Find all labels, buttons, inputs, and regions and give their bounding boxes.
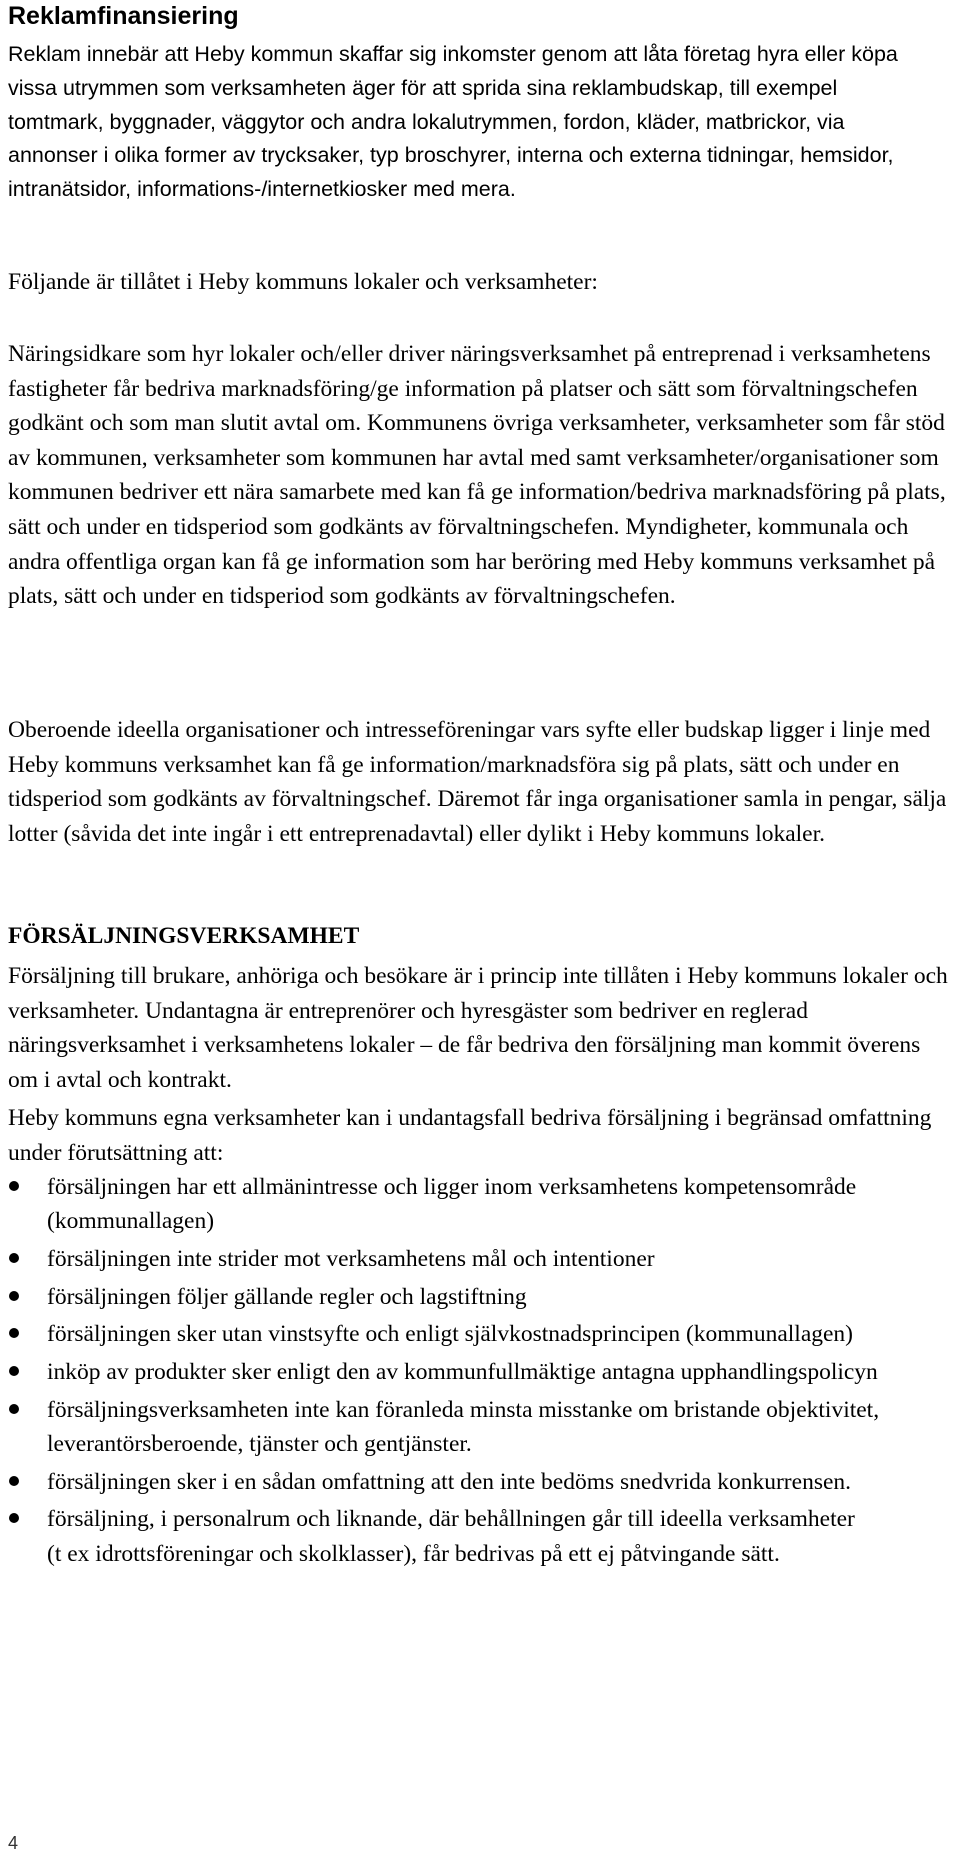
bullet-icon (9, 1181, 19, 1191)
advertising-intro-paragraph: Reklam innebär att Heby kommun skaffar sig inkomster genom att låta företag hyra eller köpa vissa utrymmen som verksamheten äger för att sprida sina reklambudskap, till exempel tomtmark, byggnader, väggytor och andra lokalutrymmen, fordon, kläder, matbrickor, via annonser i olika former av trycksaker, typ broschyrer, interna och externa tidningar, hemsidor, intranätsidor, informations-/internetkiosker med mera. (8, 42, 898, 202)
bullet-icon (9, 1513, 19, 1523)
condition-text: försäljningen inte strider mot verksamhetens mål och intentioner (47, 1245, 655, 1272)
condition-text: försäljningsverksamheten inte kan föranleda minsta misstanke om bristande objektivitet, leverantörsberoende, tjänster och gentjänster. (47, 1396, 880, 1457)
conditions-list (8, 1170, 953, 1574)
bullet-icon (9, 1366, 19, 1376)
section-heading-sales: FÖRSÄLJNINGSVERKSAMHET (8, 923, 360, 949)
section-heading-reklamfinansiering: Reklamfinansiering (8, 2, 239, 30)
condition-item (8, 1280, 953, 1314)
bullet-icon (9, 1328, 19, 1338)
condition-text: försäljningen sker i en sådan omfattning att den inte bedöms snedvrida konkurrensen. (47, 1468, 852, 1495)
condition-item (8, 1393, 953, 1461)
bullet-icon (9, 1291, 19, 1301)
bullet-icon (9, 1404, 19, 1414)
bullet-icon (9, 1253, 19, 1263)
allowed-intro-paragraph: Följande är tillåtet i Heby kommuns lokaler och verksamheter: (8, 269, 598, 295)
condition-text: försäljningen följer gällande regler och lagstiftning (47, 1283, 527, 1310)
condition-item (8, 1317, 953, 1351)
condition-text: försäljningen sker utan vinstsyfte och enligt självkostnadsprincipen (kommunallagen) (47, 1321, 853, 1348)
page-number: 4 (8, 1833, 19, 1853)
condition-item (8, 1170, 953, 1238)
condition-text: försäljningen har ett allmänintresse och ligger inom verksamhetens kompetensområde (kommunallagen) (47, 1174, 857, 1235)
condition-item (8, 1502, 953, 1570)
condition-item (8, 1242, 953, 1276)
condition-text: inköp av produkter sker enligt den av kommunfullmäktige antagna upphandlingspolicyn (47, 1359, 878, 1386)
organizations-paragraph: Oberoende ideella organisationer och intresseföreningar vars syfte eller budskap ligger i linje med Heby kommuns verksamhet kan få ge information/marknadsföra sig på plats, sätt och under en tidsperiod som godkänts av förvaltningschef. Däremot får inga organisationer samla in pengar, sälja lotter (såvida det inte ingår i ett entreprenadavtal) eller dylikt i Heby kommuns lokaler. (8, 717, 947, 847)
condition-text: försäljning, i personalrum och liknande, där behållningen går till ideella verksamheter (47, 1506, 855, 1533)
condition-item (8, 1465, 953, 1499)
sales-body-paragraph: Försäljning till brukare, anhöriga och besökare är i princip inte tillåten i Heby kommuns lokaler och verksamheter. Undantagna är entreprenörer och hyresgäster som bedriver en reglerad näringsverksamhet i verksamhetens lokaler – de får bedriva den försäljning man kommit överens om i avtal och kontrakt. (8, 963, 948, 1093)
bullet-icon (9, 1476, 19, 1486)
allowed-body-paragraph: Näringsidkare som hyr lokaler och/eller driver näringsverksamhet på entreprenad i verksamhetens fastigheter får bedriva marknadsföring/ge information på platser och sätt som förvaltningschefen godkänt och som man slutit avtal om. Kommunens övriga verksamheter, verksamheter som får stöd av kommunen, verksamheter som kommunen har avtal med samt verksamheter/organisationer som kommunen bedriver ett nära samarbete med kan få ge information/bedriva marknadsföring på plats, sätt och under en tidsperiod som godkänts av förvaltningschefen. Myndigheter, kommunala och andra offentliga organ kan få ge information som har beröring med Heby kommuns verksamhet på plats, sätt och under en tidsperiod som godkänts av förvaltningschefen. (8, 341, 946, 610)
condition-note: (t ex idrottsföreningar och skolklasser), får bedrivas på ett ej påtvingande sätt. (47, 1540, 780, 1567)
condition-item (8, 1355, 953, 1389)
conditions-intro-paragraph: Heby kommuns egna verksamheter kan i undantagsfall bedriva försäljning i begränsad omfattning under förutsättning att: (8, 1105, 932, 1166)
